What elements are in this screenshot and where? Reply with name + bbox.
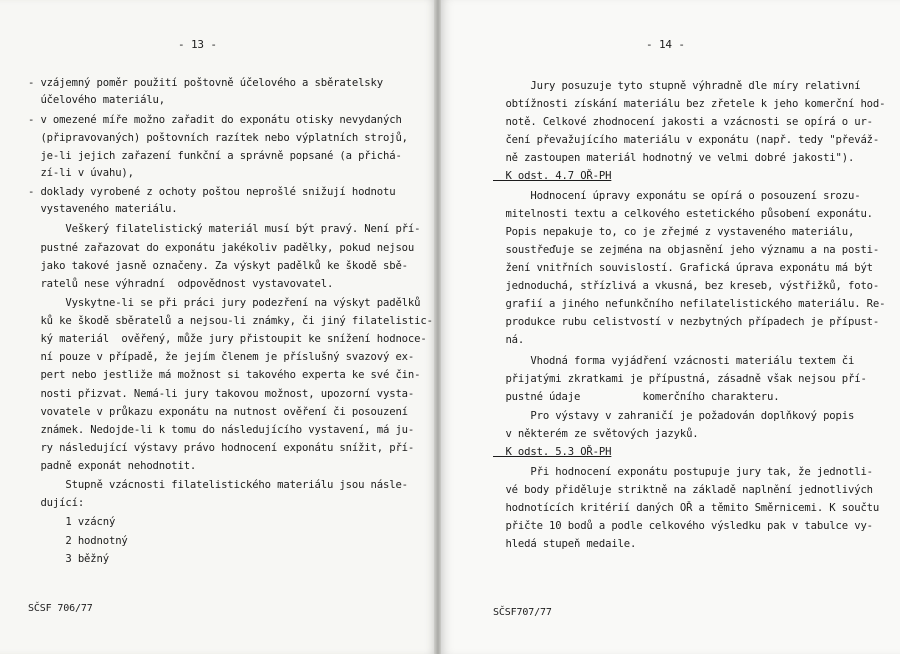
text-line: známek. Nedojde-li k tomu do následujícího vystavení, má ju- [28, 424, 415, 436]
text-line: pustné zařazovat do exponátu jakékoliv padělky, pokud nejsou [28, 242, 415, 254]
page-footer: SČSF 706/77 [28, 603, 93, 614]
text-line: účelového materiálu, [28, 94, 166, 106]
text-line: jako takové jasně označeny. Za výskyt padělků ke škodě sbě- [28, 260, 408, 272]
page-footer: SČSF707/77 [493, 607, 552, 618]
text-line: nosti přizvat. Nemá-li jury takovou možnost, upozorní vysta- [28, 388, 415, 400]
text-line: přijatými zkratkami je přípustná, zásadně však nejsou pří- [493, 373, 867, 385]
text-line: obtížnosti získání materiálu bez zřetele k jeho komerční hod- [493, 98, 886, 110]
right-page [441, 0, 900, 654]
text-line: soustřeďuje se zejména na objasnění jeho významu a na posti- [493, 244, 880, 256]
text-line: grafií a jiného nefunkčního nefilatelistického materiálu. Re- [493, 298, 886, 310]
text-line: ní pouze v případě, že jejím členem je příslušný svazový ex- [28, 351, 415, 363]
text-line: ná. [493, 334, 525, 346]
text-line: pustné údaje komerčního charakteru. [493, 391, 780, 403]
text-line: přičte 10 bodů a podle celkového výsledku pak v tabulce vy- [493, 520, 873, 532]
text-line: dující: [28, 497, 85, 509]
text-line: Při hodnocení exponátu postupuje jury tak, že jednotli- [493, 466, 873, 478]
text-line: ratelů nese výhradní odpovědnost vystavovatel. [28, 278, 334, 290]
text-line: zí-li v úvahu), [28, 167, 134, 179]
text-line: ků ke škodě sběratelů a nejsou-li známky, či jiný filatelistic- [28, 315, 433, 327]
text-line: žení vnitřních souvislostí. Grafická úprava exponátu má být [493, 262, 873, 274]
section-heading: K odst. 5.3 OŘ-PH [493, 446, 612, 458]
text-line: - vzájemný poměr použití poštovně účelového a sběratelsky [28, 77, 383, 89]
text-line: padně exponát nehodnotit. [28, 460, 197, 472]
left-page [0, 0, 435, 654]
text-line: Hodnocení úpravy exponátu se opírá o posouzení srozu- [493, 190, 861, 202]
text-line: (připravovaných) poštovních razítek nebo výplatních strojů, [28, 132, 408, 144]
text-line: ký materiál ověřený, může jury přistoupit ke snížení hodnoce- [28, 333, 427, 345]
text-line: vovatele v průkazu exponátu na nutnost ověření či posouzení [28, 406, 408, 418]
text-line: produkce rubu celistvostí v nezbytných případech je přípust- [493, 316, 880, 328]
text-line: - v omezené míře možno zařadit do exponátu otisky nevydaných [28, 114, 402, 126]
text-line: notě. Celkové zhodnocení jakosti a vzácnosti se opírá o ur- [493, 116, 873, 128]
text-line: hledá stupeň medaile. [493, 538, 637, 550]
page-number: - 14 - [646, 38, 685, 51]
page-number: - 13 - [178, 38, 217, 51]
text-line: - doklady vyrobené z ochoty poštou neprošlé snižují hodnotu [28, 186, 396, 198]
text-line: Vhodná forma vyjádření vzácnosti materiálu textem či [493, 355, 855, 367]
text-line: Popis nepakuje to, co je zřejmé z vystaveného materiálu, [493, 226, 855, 238]
text-line: pert nebo jestliže má možnost si takového experta ke své čin- [28, 369, 421, 381]
text-line: Stupně vzácnosti filatelistického materiálu jsou násle- [28, 479, 408, 491]
text-line: vystaveného materiálu. [28, 203, 178, 215]
text-line: Jury posuzuje tyto stupně výhradně dle míry relativní [493, 80, 861, 92]
text-line: vé body přiděluje striktně na základě naplnění jednotlivých [493, 484, 873, 496]
text-line: hodnotících kritérií daných OŘ a těmito Směrnicemi. K součtu [493, 502, 880, 514]
section-heading: K odst. 4.7 OŘ-PH [493, 170, 612, 182]
list-item: 3 běžný [28, 553, 109, 565]
text-line: v některém ze světových jazyků. [493, 428, 699, 440]
list-item: 2 hodnotný [28, 535, 128, 547]
text-line: je-li jejich zařazení funkční a správně popsané (a přichá- [28, 150, 402, 162]
text-line: čení převažujícího materiálu v exponátu (např. tedy "převáž- [493, 134, 880, 146]
text-line: ně zastoupen materiál hodnotný ve velmi dobré jakosti"). [493, 152, 855, 164]
text-line: Veškerý filatelistický materiál musí být pravý. Není pří- [28, 223, 421, 235]
text-line: ry následující výstavy právo hodnocení exponátu snížit, pří- [28, 442, 415, 454]
text-line: mitelnosti textu a celkového estetického působení exponátu. [493, 208, 873, 220]
list-item: 1 vzácný [28, 516, 116, 528]
text-line: Vyskytne-li se při práci jury podezření na výskyt padělků [28, 297, 421, 309]
text-line: Pro výstavy v zahraničí je požadován doplňkový popis [493, 410, 855, 422]
text-line: jednoduchá, střízlivá a vkusná, bez kreseb, výstřižků, foto- [493, 280, 880, 292]
